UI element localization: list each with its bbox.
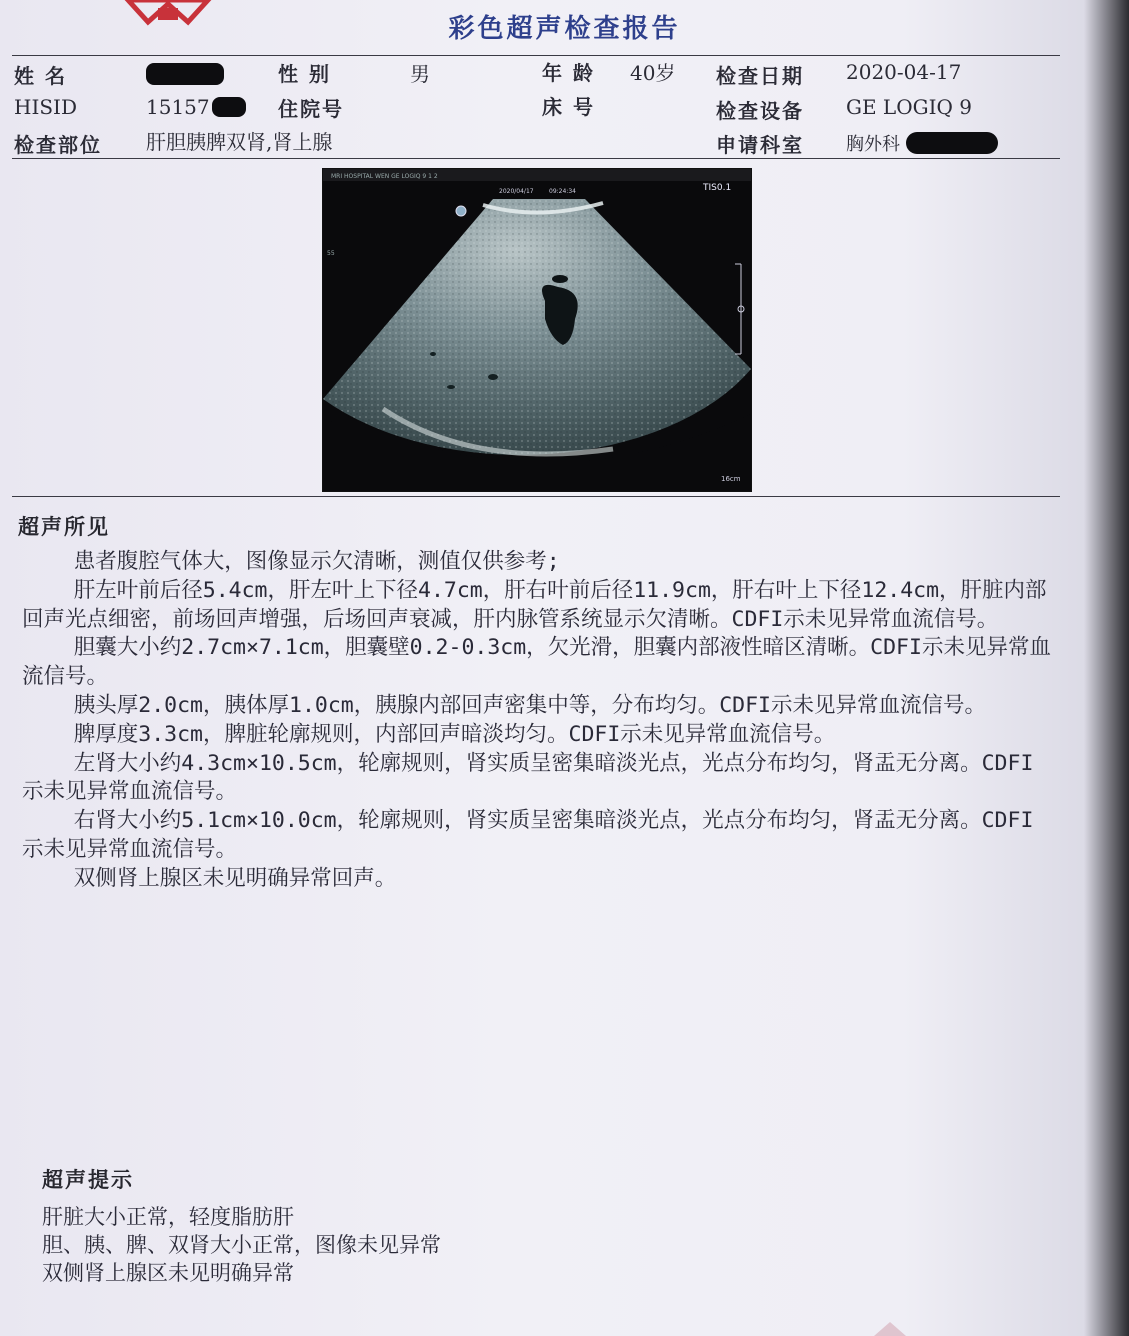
impression-line: 双侧肾上腺区未见明确异常 — [42, 1261, 294, 1285]
impression-line: 肝脏大小正常，轻度脂肪肝 — [42, 1205, 294, 1229]
finding-paragraph: 右肾大小约5.1cm×10.0cm，轮廓规则，肾实质呈密集暗淡光点，光点分布均匀，肾盂无分离。CDFI示未见异常血流信号。 — [22, 808, 1034, 862]
impression-line: 胆、胰、脾、双肾大小正常，图像未见异常 — [42, 1233, 441, 1257]
ultrasound-image — [322, 168, 752, 492]
site-value: 肝胆胰脾双肾,肾上腺 — [146, 130, 333, 154]
gender-label: 性 别 — [278, 62, 331, 86]
gender-value: 男 — [410, 62, 430, 86]
impression-body — [42, 1203, 441, 1287]
finding-paragraph: 胆囊大小约2.7cm×7.1cm，胆囊壁0.2-0.3cm，欠光滑，胆囊内部液性暗区清晰。CDFI示未见异常血流信号。 — [22, 635, 1051, 690]
name-redaction — [146, 63, 224, 85]
device-value: GE LOGIQ 9 — [846, 95, 972, 119]
image-bottom-rule — [12, 496, 1060, 497]
age-label: 年 龄 — [542, 61, 595, 85]
finding-paragraph: 脾厚度3.3cm，脾脏轮廓规则，内部回声暗淡均匀。CDFI示未见异常血流信号。 — [22, 721, 836, 747]
finding-paragraph: 肝左叶前后径5.4cm，肝左叶上下径4.7cm，肝右叶前后径11.9cm，肝右叶上下径12.4cm，肝脏内部回声光点细密，前场回声增强，后场回声衰减，肝内脉管系统显示欠清晰。CDFI示未见异常血流信号。 — [22, 577, 1047, 632]
exam-date-value: 2020-04-17 — [846, 60, 962, 84]
us-side-mark: 55 — [327, 250, 335, 257]
dept-label: 申请科室 — [716, 133, 804, 157]
header-top-rule — [12, 55, 1060, 56]
us-depth: 16cm — [721, 475, 741, 483]
svg-text:MRI HOSPITAL WEN GE LOG: MRI HOSPITAL WEN GE LOGIQ 9 1 2 — [331, 173, 438, 180]
inpatient-label: 住院号 — [278, 97, 344, 121]
age-value: 40岁 — [630, 61, 676, 85]
impression-title: 超声提示 — [42, 1168, 134, 1192]
finding-paragraph: 胰头厚2.0cm，胰体厚1.0cm，胰腺内部回声密集中等，分布均匀。CDFI示未见异常血流信号。 — [22, 692, 987, 718]
header-bottom-rule — [12, 158, 1060, 159]
hisid-label: HISID — [14, 95, 77, 119]
findings-title: 超声所见 — [18, 515, 110, 539]
us-time: 09:24:34 — [549, 188, 576, 195]
us-ti: TIS0.1 — [703, 183, 732, 193]
dept-value: 胸外科 — [846, 134, 900, 155]
footer-logo-fragment — [870, 1318, 910, 1336]
findings-body — [22, 548, 1052, 894]
hisid-redaction — [212, 97, 246, 117]
finding-paragraph: 左肾大小约4.3cm×10.5cm，轮廓规则，肾实质呈密集暗淡光点，光点分布均匀，肾盂无分离。CDFI示未见异常血流信号。 — [22, 750, 1034, 805]
bed-label: 床 号 — [542, 95, 595, 119]
site-label: 检查部位 — [14, 133, 102, 157]
name-label: 姓 名 — [14, 64, 67, 88]
finding-paragraph: 患者腹腔气体大，图像显示欠清晰，测值仅供参考; — [22, 549, 560, 574]
device-label: 检查设备 — [716, 99, 804, 123]
exam-date-label: 检查日期 — [716, 64, 804, 88]
us-date: 2020/04/17 — [499, 188, 534, 195]
dept-redaction — [906, 132, 998, 154]
report-title: 彩色超声检查报告 — [448, 14, 681, 44]
finding-paragraph: 双侧肾上腺区未见明确异常回声。 — [22, 865, 397, 891]
hisid-value: 15157 — [146, 95, 210, 119]
